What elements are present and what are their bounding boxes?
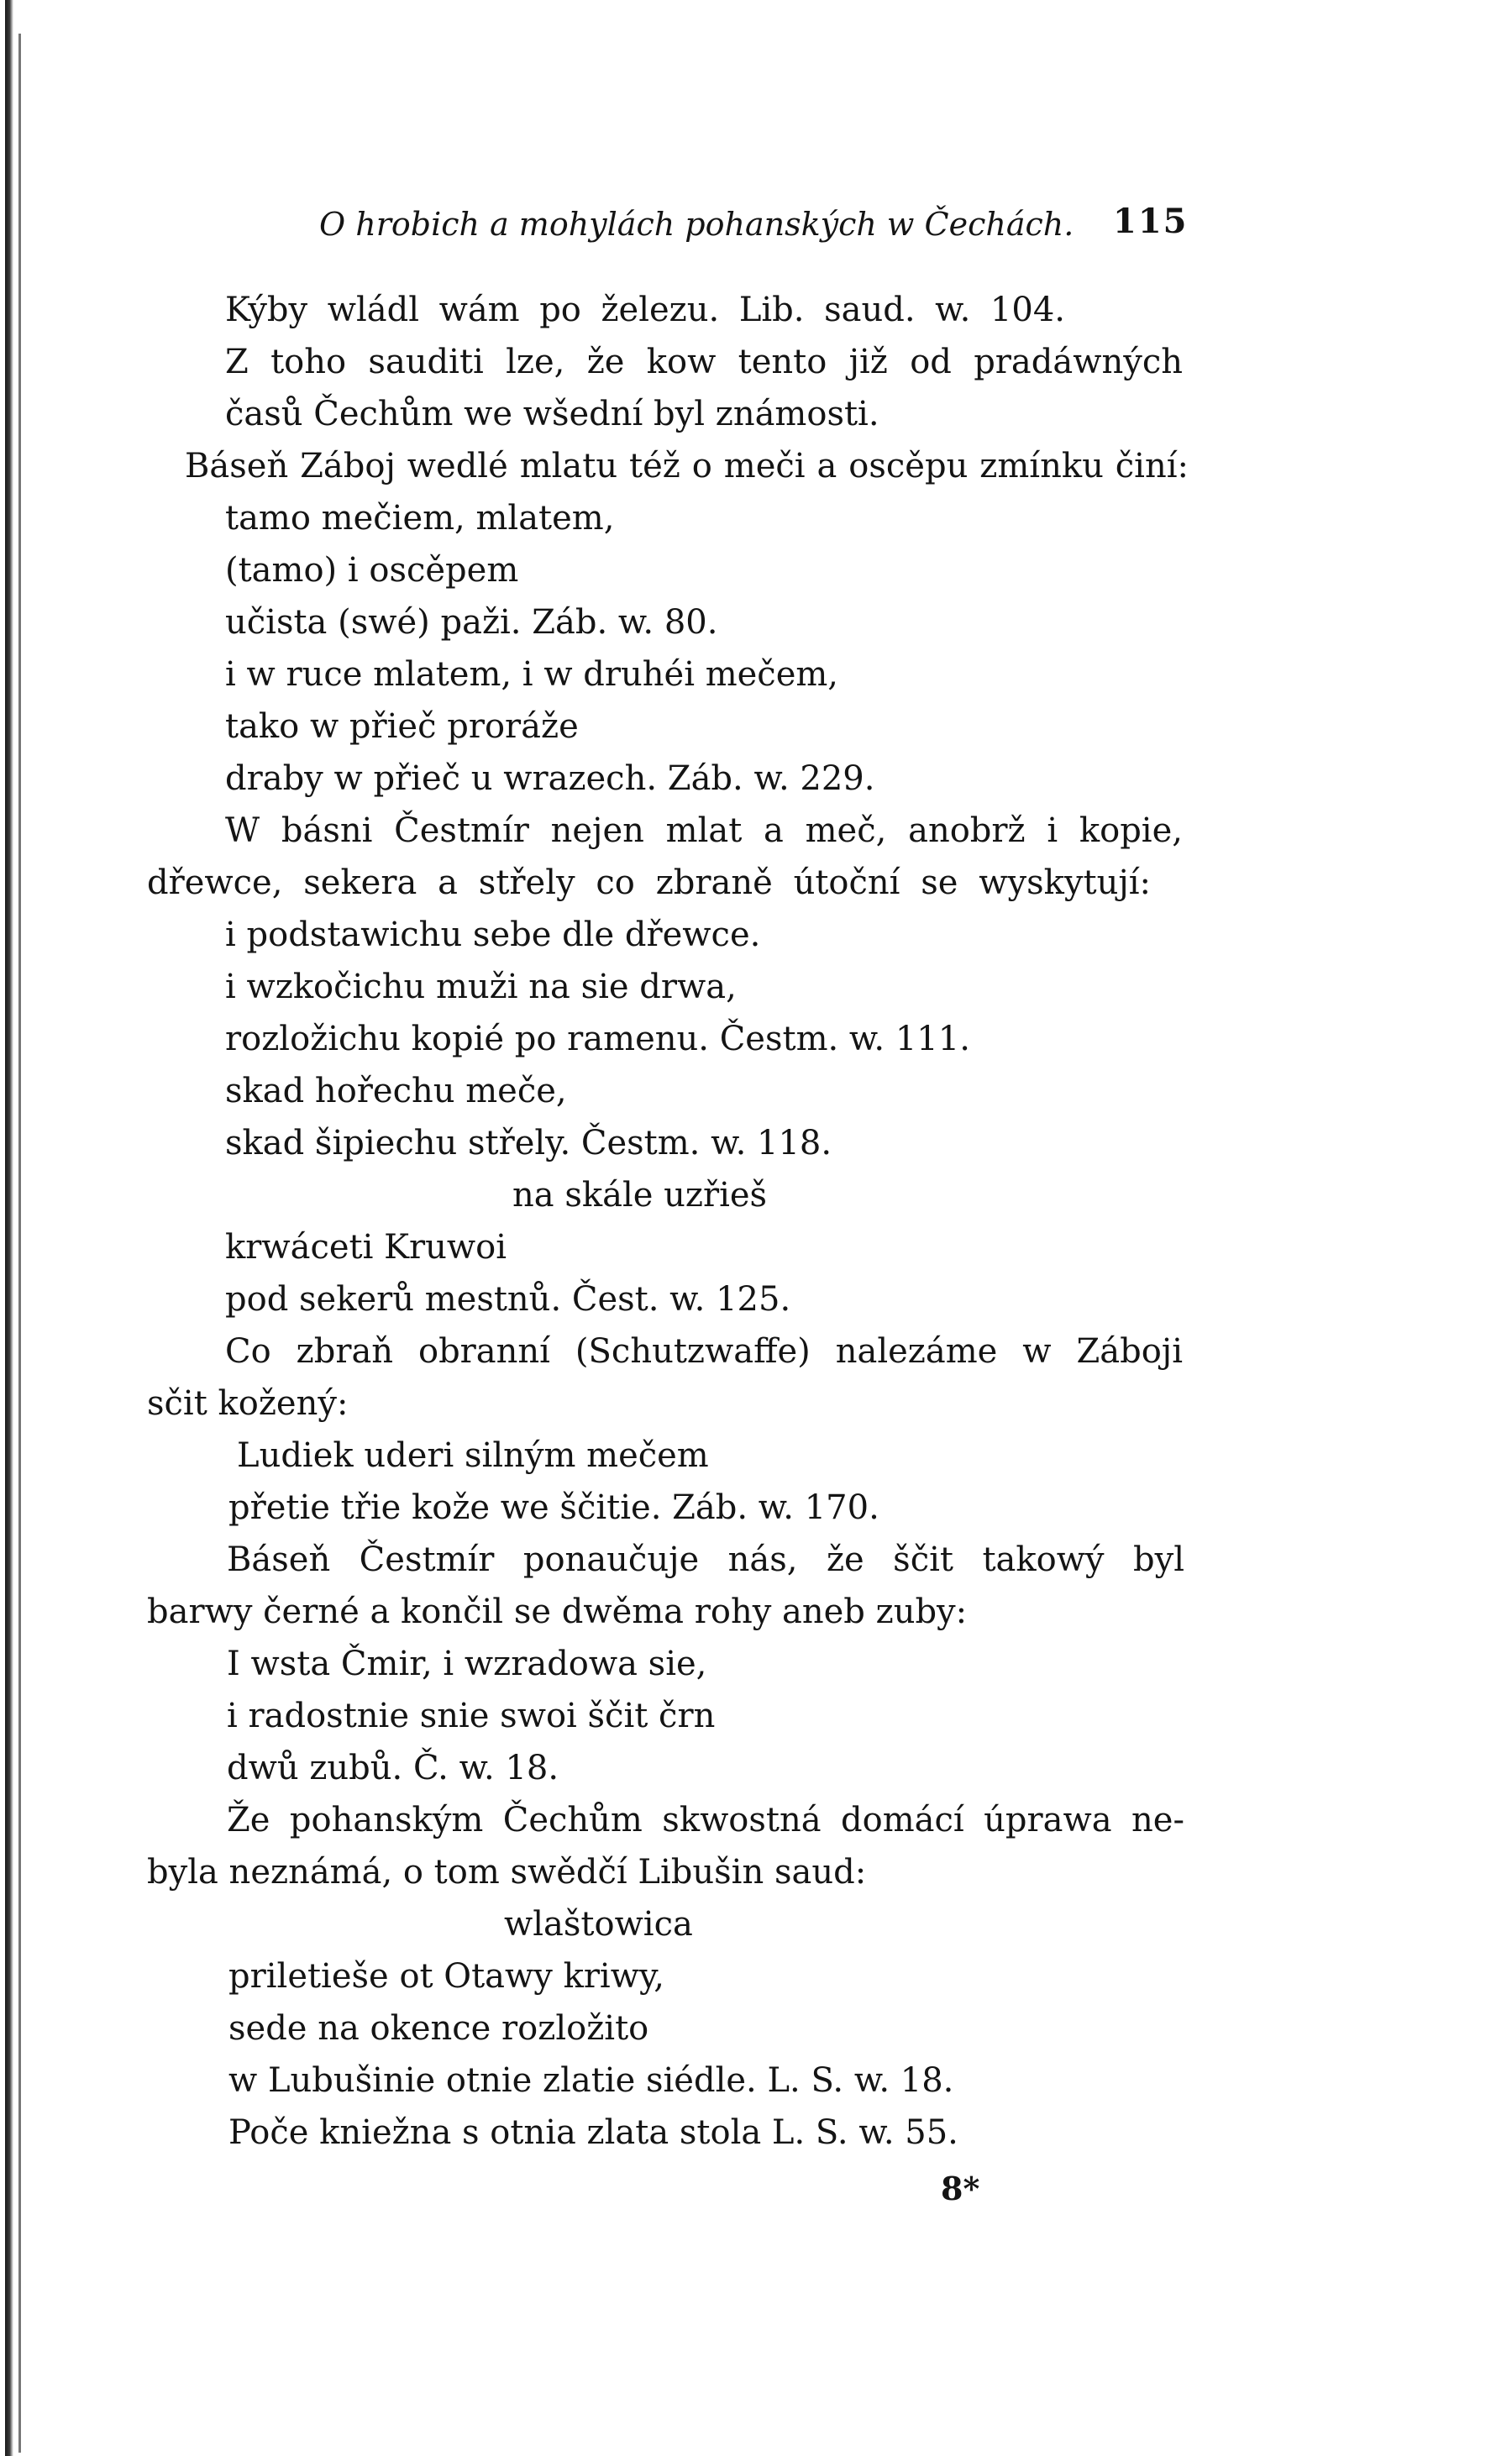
page-number: 115 xyxy=(1113,202,1189,241)
text-line: rozložichu kopié po ramenu. Čestm. w. 111. xyxy=(225,1020,970,1058)
text-line: skad hořechu meče, xyxy=(225,1072,567,1110)
text-line: tamo mečiem, mlatem, xyxy=(225,499,615,538)
text-line: Z toho sauditi lze, že kow tento již od pradáwných xyxy=(225,343,1183,381)
text-line: Báseň Čestmír ponaučuje nás, že ščit takowý byl xyxy=(227,1540,1184,1579)
text-line: časů Čechům we wšední byl známosti. xyxy=(225,395,879,433)
text-line: W básni Čestmír nejen mlat a meč, anobrž i kopie, xyxy=(225,811,1183,850)
text-line: dřewce, sekera a střely co zbraně útoční se wyskytují: xyxy=(147,863,1151,902)
text-line: (tamo) i oscěpem xyxy=(225,551,519,590)
text-line: Co zbraň obranní (Schutzwaffe) nalezáme w Záboji xyxy=(225,1332,1183,1371)
signature-mark: 8* xyxy=(941,2170,980,2207)
text-line: byla neznámá, o tom swědčí Libušin saud: xyxy=(147,1853,867,1892)
text-line: Že pohanským Čechům skwostná domácí úprawa ne- xyxy=(227,1801,1184,1839)
text-line: i podstawichu sebe dle dřewce. xyxy=(225,916,761,954)
text-line: Ludiek uderi silným mečem xyxy=(237,1436,709,1475)
text-line: pod sekerů mestnů. Čest. w. 125. xyxy=(225,1280,791,1319)
text-line: sčit kožený: xyxy=(147,1384,349,1423)
text-line: přetie třie kože we ščitie. Záb. w. 170. xyxy=(228,1488,879,1527)
text-line: wlaštowica xyxy=(504,1905,693,1944)
text-line: učista (swé) paži. Záb. w. 80. xyxy=(225,603,718,642)
text-line: Báseň Záboj wedlé mlatu též o meči a oscěpu zmínku činí: xyxy=(185,447,1189,485)
text-line: priletieše ot Otawy kriwy, xyxy=(228,1957,664,1996)
text-line: na skále uzřieš xyxy=(512,1176,768,1215)
text-line: i radostnie snie swoi ščit črn xyxy=(227,1697,716,1735)
text-line: tako w přieč proráže xyxy=(225,707,579,746)
running-title: O hrobich a mohylách pohanských w Čechách. xyxy=(319,206,1074,243)
text-line: Kýby wládl wám po železu. Lib. saud. w. 104. xyxy=(225,291,1065,329)
text-line: i w ruce mlatem, i w druhéi mečem, xyxy=(225,655,839,694)
page-binding-shadow xyxy=(18,34,21,2453)
text-line: I wsta Čmir, i wzradowa sie, xyxy=(227,1645,707,1683)
text-line: sede na okence rozložito xyxy=(228,2009,649,2048)
text-line: draby w přieč u wrazech. Záb. w. 229. xyxy=(225,759,875,798)
text-line: skad šipiechu střely. Čestm. w. 118. xyxy=(225,1124,832,1162)
text-line: krwáceti Kruwoi xyxy=(225,1228,507,1267)
page-binding-edge xyxy=(5,0,13,2456)
text-line: i wzkočichu muži na sie drwa, xyxy=(225,968,737,1006)
text-line: barwy černé a končil se dwěma rohy aneb zuby: xyxy=(147,1593,968,1631)
text-line: dwů zubů. Č. w. 18. xyxy=(227,1749,559,1787)
text-line: w Lubušinie otnie zlatie siédle. L. S. w. 18. xyxy=(228,2061,954,2100)
text-line: Poče kniežna s otnia zlata stola L. S. w. 55. xyxy=(228,2113,958,2152)
